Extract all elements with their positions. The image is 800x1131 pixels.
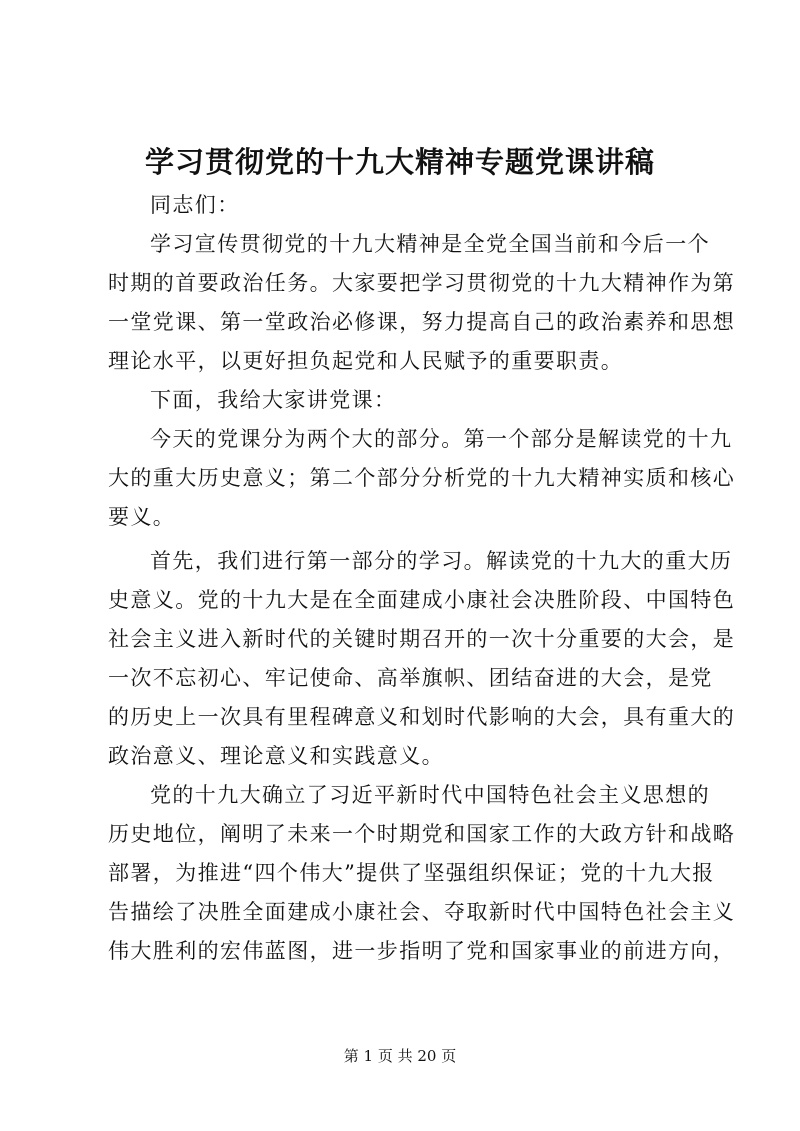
document-body xyxy=(108,186,736,971)
paragraph-line: 一次不忘初心、牢记使命、高举旗帜、团结奋进的大会，是党 xyxy=(108,666,713,690)
paragraph-line: 史意义。党的十九大是在全面建成小康社会决胜阶段、中国特色 xyxy=(108,588,736,612)
paragraph-line: 部署，为推进“四个伟大”提供了坚强组织保证；党的十九大报 xyxy=(108,861,715,885)
paragraph-line: 政治意义、理论意义和实践意义。 xyxy=(108,744,444,768)
paragraph-line: 社会主义进入新时代的关键时期召开的一次十分重要的大会，是 xyxy=(108,627,736,651)
salutation-line: 同志们： xyxy=(150,193,240,217)
paragraph-line: 首先，我们进行第一部分的学习。解读党的十九大的重大历 xyxy=(150,549,733,573)
paragraph-line: 今天的党课分为两个大的部分。第一个部分是解读党的十九 xyxy=(150,427,733,451)
paragraph-line: 时期的首要政治任务。大家要把学习贯彻党的十九大精神作为第 xyxy=(108,271,736,295)
paragraph-line: 党的十九大确立了习近平新时代中国特色社会主义思想的 xyxy=(150,783,710,807)
paragraph-line: 历史地位，阐明了未来一个时期党和国家工作的大政方针和战略 xyxy=(108,822,736,846)
document-title: 学习贯彻党的十九大精神专题党课讲稿 xyxy=(144,145,655,179)
page-number-footer: 第 1 页 共 20 页 xyxy=(343,1047,457,1065)
paragraph-line: 的历史上一次具有里程碑意义和划时代影响的大会，具有重大的 xyxy=(108,705,736,729)
paragraph-line: 告描绘了决胜全面建成小康社会、夺取新时代中国特色社会主义 xyxy=(108,900,736,924)
paragraph-line: 伟大胜利的宏伟蓝图，进一步指明了党和国家事业的前进方向， xyxy=(108,939,736,963)
paragraph-line: 一堂党课、第一堂政治必修课，努力提高自己的政治素养和思想 xyxy=(108,310,736,334)
paragraph-line: 理论水平，以更好担负起党和人民赋予的重要职责。 xyxy=(108,349,624,373)
paragraph-line: 要义。 xyxy=(108,505,176,529)
paragraph-line: 学习宣传贯彻党的十九大精神是全党全国当前和今后一个 xyxy=(150,232,710,256)
paragraph-line: 大的重大历史意义；第二个部分分析党的十九大精神实质和核心 xyxy=(108,466,736,490)
paragraph-line: 下面，我给大家讲党课： xyxy=(150,388,397,412)
